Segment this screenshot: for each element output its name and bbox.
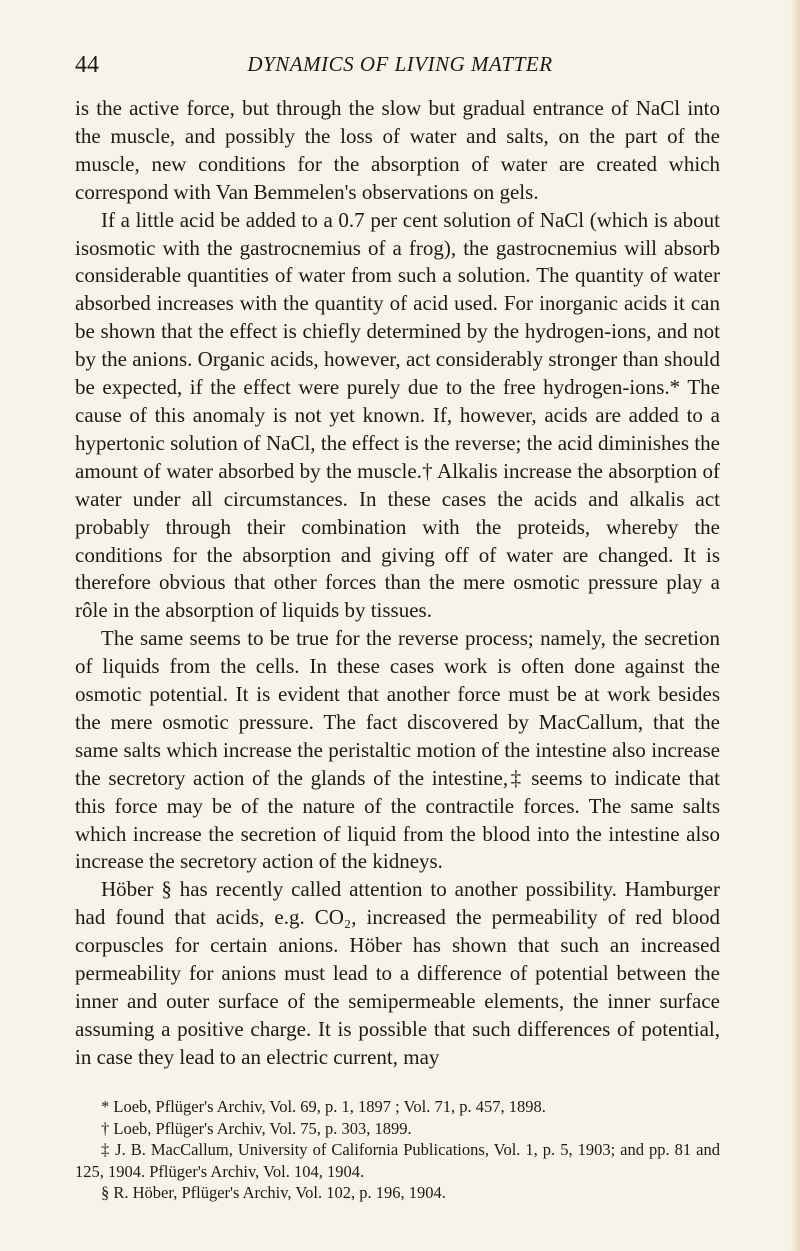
footnote: † Loeb, Pflüger's Archiv, Vol. 75, p. 303, 1899. — [101, 1118, 412, 1138]
footnote: * Loeb, Pflüger's Archiv, Vol. 69, p. 1, 1897 ; Vol. 71, p. 457, 1898. — [101, 1097, 546, 1116]
page-edge-shadow — [790, 0, 800, 1251]
paragraph: is the active force, but through the slow but gradual entrance of NaCl into the muscle, and possibly the loss of water and salts, on the part of the muscle, new conditions for the absorption of water are created which correspond with Van Bemmelen's observations on gels. — [75, 96, 720, 204]
paragraph: If a little acid be added to a 0.7 per cent solution of NaCl (which is about isosmotic with the gastrocnemius of a frog), the gastrocnemius will absorb considerable quantities of water from such a solution. The quantity of water absorbed increases with the quantity of acid used. For inorganic acids it can be shown that the effect is chiefly determined by the hydrogen-ions, and not by the anions. Organic acids, however, act considerably stronger than should be expected, if the effect were purely due to the free hydrogen-ions.* The cause of this anomaly is not yet known. If, however, acids are added to a hypertonic solution of NaCl, the effect is the reverse; the acid diminishes the amount of water absorbed by the muscle.† Alkalis increase the absorption of water under all circumstances. In these cases the acids and alkalis act probably through their combination with the proteids, whereby the conditions for the absorption and giving off of water are changed. It is therefore obvious that other forces than the mere osmotic pressure play a rôle in the absorption of liquids by tissues. — [75, 207, 720, 623]
footnote: ‡ J. B. MacCallum, University of California Publications, Vol. 1, p. 5, 1903; and pp. 81 and 125, 1904. Pflüger's Archiv, Vol. 104, 1904. — [75, 1140, 720, 1181]
body-text — [75, 95, 720, 1072]
paragraph: The same seems to be true for the reverse process; namely, the secretion of liquids from the cells. In these cases work is often done against the osmotic potential. It is evident that another force must be at work besides the mere osmotic pressure. The fact discovered by MacCallum, that the same salts which increase the peristaltic motion of the intestine also increase the secretory action of the glands of the intestine,‡ seems to indicate that this force may be of the nature of the contractile forces. The same salts which increase the secretion of liquid from the blood into the intestine also increase the secretory action of the kidneys. — [75, 626, 720, 874]
page-header — [75, 52, 725, 82]
footnote: § R. Höber, Pflüger's Archiv, Vol. 102, p. 196, 1904. — [101, 1183, 446, 1202]
footnotes — [75, 1096, 720, 1204]
running-head: DYNAMICS OF LIVING MATTER — [247, 52, 553, 76]
paragraph: Höber § has recently called attention to another possibility. Hamburger had found that acids, e.g. CO₂, increased the permeability of red blood corpuscles for certain anions. Höber has shown that such an increased permeability for anions must lead to a difference of potential between the inner and outer surface of the semipermeable elements, the inner surface assuming a positive charge. It is possible that such differences of potential, in case they lead to an electric current, may — [75, 877, 720, 1069]
page-number: 44 — [75, 52, 99, 78]
